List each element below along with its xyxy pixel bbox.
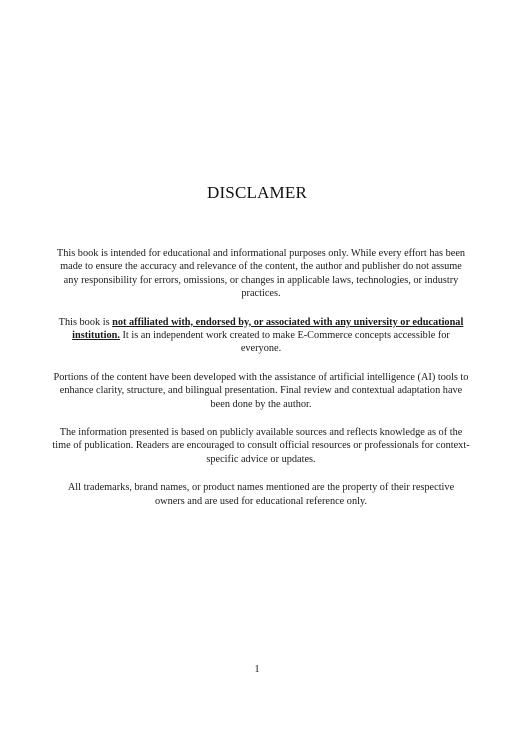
paragraph-affiliation xyxy=(52,316,470,356)
page-number: 1 xyxy=(254,664,260,675)
paragraph-ai-assistance: Portions of the content have been developed with the assistance of artificial intelligence (AI) tools to enhance clarity, structure, and bilingual presentation. Final review and contextual adaptation have been done by the author. xyxy=(53,371,469,410)
page-title: DISCLAMER xyxy=(206,183,308,202)
disclaimer-body xyxy=(52,247,470,523)
affiliation-suffix: It is an independent work created to make E-Commerce concepts accessible for everyone. xyxy=(119,330,450,355)
paragraph-trademarks: All trademarks, brand names, or product names mentioned are the property of their respective owners and are used for educational reference only. xyxy=(67,482,455,507)
affiliation-emphasis: not affiliated with, endorsed by, or associated with any university or educational institution. xyxy=(72,316,464,342)
paragraph-purpose: This book is intended for educational and informational purposes only. While every effort has been made to ensure the accuracy and relevance of the content, the author and publisher do not assume any responsibility for errors, omissions, or changes in applicable laws, technologies, or industry practices. xyxy=(56,248,466,300)
paragraph-information-sources: The information presented is based on publicly available sources and reflects knowledge as of the time of publication. Readers are encouraged to consult official resources or professionals for context-specific advice or updates. xyxy=(52,427,470,465)
affiliation-prefix: This book is xyxy=(58,316,113,328)
